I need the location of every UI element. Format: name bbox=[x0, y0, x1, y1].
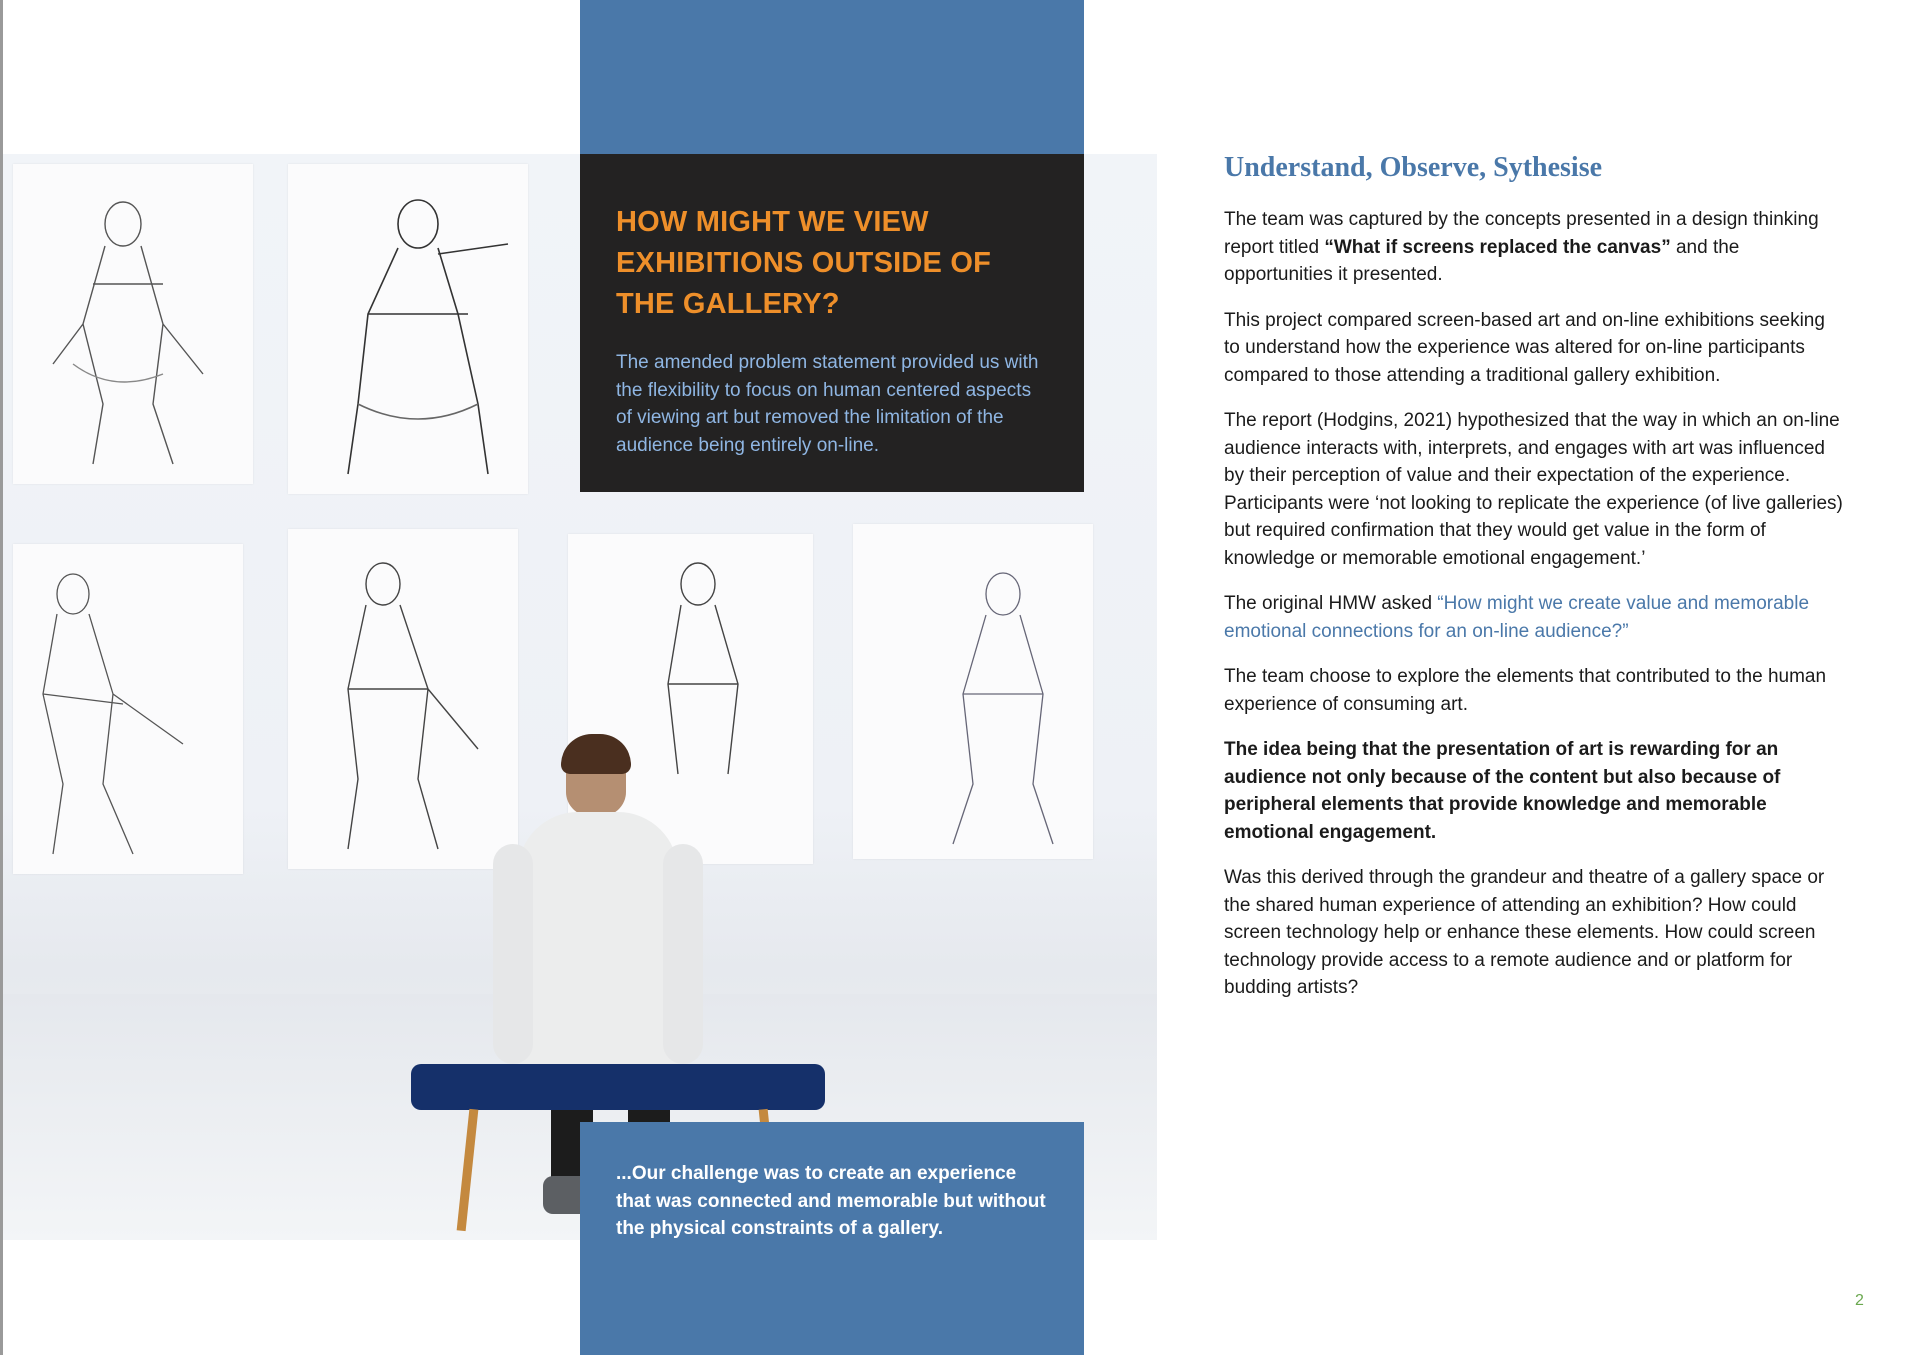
sketch-artwork bbox=[288, 529, 518, 869]
paragraph bbox=[1224, 590, 1844, 645]
paragraph: This project compared screen-based art and on-line exhibitions seeking to understand how the experience was altered for on-line participants compared to those attending a traditional gallery exhibition. bbox=[1224, 309, 1825, 386]
blue-column-top bbox=[580, 0, 1084, 154]
paragraph: The report (Hodgins, 2021) hypothesized that the way in which an on-line audience interacts with, interprets, and engages with art was influenced by their perception of value and their expectation of the experience. Participants were ‘not looking to replicate the experience (of live galleries) but required confirmation that they would get value in the form of knowledge or memorable emotional engagement.’ bbox=[1224, 410, 1843, 569]
paragraph-text: and the opportunities it presented. bbox=[1224, 236, 1740, 285]
hmw-title: HOW MIGHT WE VIEW EXHIBITIONS OUTSIDE OF THE GALLERY? bbox=[616, 206, 991, 320]
report-title: “What if screens replaced the canvas” bbox=[1324, 236, 1671, 258]
hmw-body: The amended problem statement provided us with the flexibility to focus on human centered aspects of viewing art but removed the limitation of the audience being entirely on-line. bbox=[616, 352, 1039, 456]
paragraph: Was this derived through the grandeur and theatre of a gallery space or the shared human experience of attending an exhibition? How could screen technology help or enhance these elements. How could screen technology provide access to a remote audience and or platform for budding artists? bbox=[1224, 867, 1825, 998]
page-number: 2 bbox=[1855, 1292, 1864, 1309]
original-hmw-quote: “How might we create value and memorable emotional connections for an on-line audience?” bbox=[1224, 593, 1810, 642]
paragraph: The team choose to explore the elements that contributed to the human experience of consuming art. bbox=[1224, 666, 1827, 715]
paragraph bbox=[1224, 206, 1844, 289]
challenge-quote: ...Our challenge was to create an experience that was connected and memorable but without the physical constraints of a gallery. bbox=[616, 1163, 1046, 1239]
hmw-callout bbox=[580, 154, 1084, 492]
sketch-artwork bbox=[853, 524, 1093, 859]
paragraph-text: The original HMW asked bbox=[1224, 593, 1438, 614]
sketch-artwork bbox=[288, 164, 528, 494]
sketch-artwork bbox=[13, 164, 253, 484]
sketch-artwork bbox=[13, 544, 243, 874]
paragraph-text: The team was captured by the concepts presented in a design thinking report titled bbox=[1224, 209, 1819, 258]
text-column bbox=[1224, 150, 1844, 1002]
section-title: Understand, Observe, Sythesise bbox=[1224, 152, 1603, 183]
key-idea-paragraph: The idea being that the presentation of art is rewarding for an audience not only because of the content but also because of peripheral elements that provide knowledge and memorable emotional engagement. bbox=[1224, 739, 1781, 843]
bench bbox=[411, 1064, 825, 1110]
